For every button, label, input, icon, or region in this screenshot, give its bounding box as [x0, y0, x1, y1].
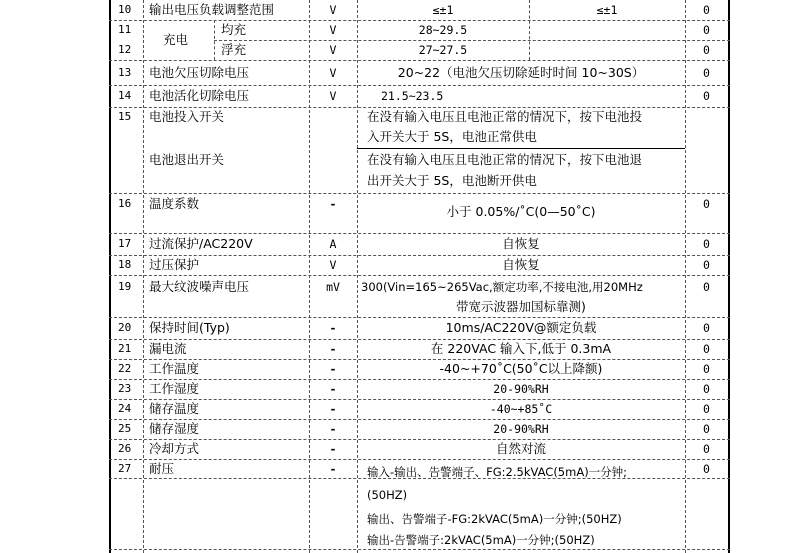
unit-cell: - [329, 321, 337, 335]
result-cell: 0 [703, 66, 710, 80]
row-number: 26 [118, 442, 132, 455]
result-cell: 0 [703, 402, 710, 416]
unit-cell: - [329, 402, 337, 416]
item-label: 过压保护 [149, 257, 200, 272]
value-line: 在没有输入电压且电池正常的情况下，按下电池投 [367, 109, 643, 124]
table-border-left [109, 0, 111, 553]
row-divider [109, 275, 730, 276]
item-label: 均充 [221, 22, 247, 37]
row-divider [109, 193, 730, 194]
result-cell: 0 [703, 197, 710, 211]
item-label: 工作温度 [149, 361, 200, 376]
value-cell: -40~+70˚C(50˚C以上降额) [439, 361, 603, 376]
row-number: 16 [118, 197, 132, 210]
value-line: 入开关大于 5S，电池正常供电 [367, 129, 537, 144]
row-number: 10 [118, 3, 132, 16]
item-label: 电池退出开关 [149, 152, 225, 167]
value-cell: 20-90%RH [493, 422, 549, 436]
row-number: 18 [118, 258, 132, 271]
result-cell: 0 [703, 442, 710, 456]
unit-cell: V [329, 23, 337, 37]
item-label: 储存湿度 [149, 421, 200, 436]
item-label: 漏电流 [149, 341, 187, 356]
result-cell: 0 [703, 43, 710, 57]
row-number: 11 [118, 23, 132, 36]
unit-cell: V [329, 258, 337, 272]
unit-cell: - [329, 442, 337, 456]
result-cell: 0 [703, 89, 710, 103]
unit-cell: V [329, 89, 337, 103]
item-label: 工作湿度 [149, 381, 200, 396]
item-label: 最大纹波噪声电压 [149, 279, 250, 294]
value-cell: 自恢复 [502, 257, 540, 272]
unit-cell: - [329, 342, 337, 356]
row-number: 12 [118, 43, 132, 56]
value-cell: 在 220VAC 输入下,低于 0.3mA [430, 341, 612, 356]
unit-cell: - [329, 462, 337, 476]
value-cell: 27~27.5 [418, 43, 468, 57]
row-divider [357, 148, 685, 149]
value-cell: 自然对流 [495, 441, 546, 456]
value-cell: 20~22（电池欠压切除延时时间 10~30S） [397, 65, 645, 80]
item-label: 耐压 [149, 461, 175, 476]
value-cell: 10ms/AC220V@额定负载 [445, 320, 597, 335]
row-number: 21 [118, 342, 132, 355]
result-cell: 0 [703, 321, 710, 335]
result-cell: 0 [703, 462, 710, 476]
value-line: 输出-告警端子:2kVAC(5mA)一分钟;(50HZ) [367, 533, 595, 547]
row-number: 14 [118, 89, 132, 102]
value-cell: 小于 0.05%/˚C(0—50˚C) [446, 204, 596, 219]
item-label: 电池投入开关 [149, 109, 225, 124]
value-cell: ≤±1 [596, 3, 618, 17]
row-number: 24 [118, 402, 132, 415]
value-cell: -40~+85˚C [489, 402, 553, 416]
table-border-right [728, 0, 730, 553]
value-line: 300(Vin=165~265Vac,额定功率,不接电池,用20MHz [361, 280, 643, 294]
item-label: 保持时间(Typ) [149, 320, 230, 335]
group-label: 充电 [163, 32, 189, 47]
row-divider [109, 459, 730, 460]
unit-cell: V [329, 3, 337, 17]
value-cell: 21.5~23.5 [381, 89, 444, 103]
unit-cell: - [329, 422, 337, 436]
value-cell: 自恢复 [502, 236, 540, 251]
result-cell: 0 [703, 382, 710, 396]
unit-cell: A [329, 237, 337, 251]
item-label: 过流保护/AC220V [149, 236, 253, 251]
result-cell: 0 [703, 362, 710, 376]
item-label: 温度系数 [149, 196, 200, 211]
row-number: 27 [118, 462, 132, 475]
row-number: 19 [118, 280, 132, 293]
value-line: 带宽示波器加国标靠测) [456, 299, 586, 314]
unit-cell: mV [326, 280, 340, 294]
result-cell: 0 [703, 237, 710, 251]
item-label: 冷却方式 [149, 441, 200, 456]
value-line: 出开关大于 5S，电池断开供电 [367, 173, 537, 188]
row-number: 13 [118, 66, 132, 79]
result-cell: 0 [703, 422, 710, 436]
item-label: 电池活化切除电压 [149, 88, 250, 103]
value-line: 在没有输入电压且电池正常的情况下，按下电池退 [367, 152, 643, 167]
unit-cell: V [329, 66, 337, 80]
result-cell: 0 [703, 280, 710, 294]
item-label: 浮充 [221, 42, 247, 57]
row-number: 20 [118, 321, 132, 334]
result-cell: 0 [703, 23, 710, 37]
unit-cell: - [329, 362, 337, 376]
value-cell: 20-90%RH [493, 382, 549, 396]
result-cell: 0 [703, 3, 710, 17]
value-line: 输出、告警端子-FG:2kVAC(5mA)一分钟;(50HZ) [367, 512, 622, 526]
result-cell: 0 [703, 258, 710, 272]
value-line: (50HZ) [367, 488, 408, 502]
value-line: 输入-输出、告警端子、FG:2.5kVAC(5mA)一分钟; [367, 465, 628, 479]
row-number: 25 [118, 422, 132, 435]
spec-table [109, 0, 730, 553]
row-number: 22 [118, 362, 132, 375]
row-number: 17 [118, 237, 132, 250]
row-divider [109, 60, 730, 61]
row-number: 15 [118, 110, 132, 123]
item-label: 储存温度 [149, 401, 200, 416]
value-cell: 28~29.5 [418, 23, 468, 37]
unit-cell: V [329, 43, 337, 57]
item-label: 输出电压负载调整范围 [149, 2, 275, 17]
value-cell: ≤±1 [432, 3, 454, 17]
unit-cell: - [329, 382, 337, 396]
unit-cell: - [329, 197, 337, 211]
item-label: 电池欠压切除电压 [149, 65, 250, 80]
result-cell: 0 [703, 342, 710, 356]
col-divider [143, 0, 144, 553]
row-number: 23 [118, 382, 132, 395]
